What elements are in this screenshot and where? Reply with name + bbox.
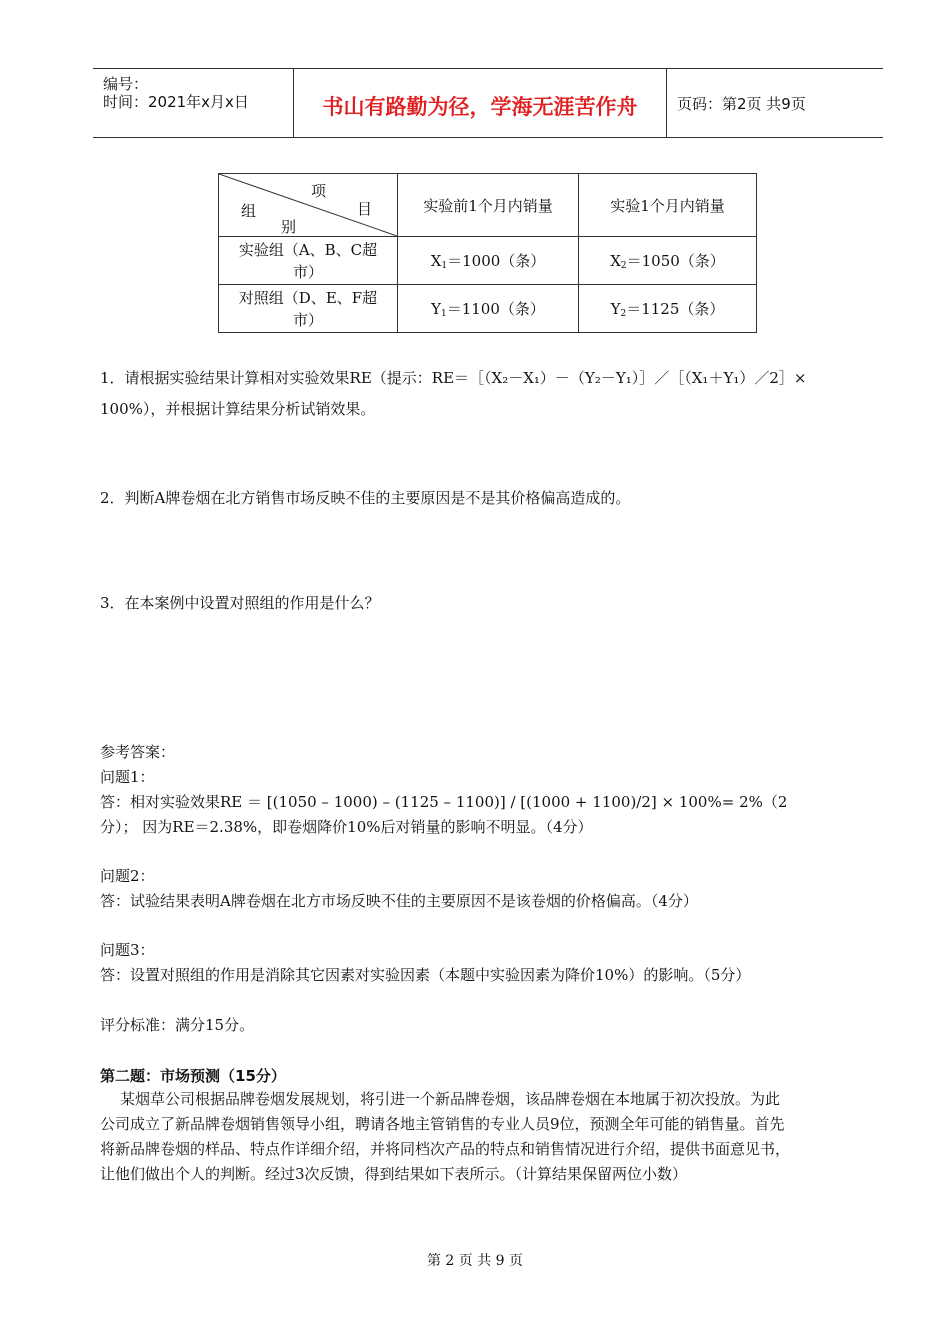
header-left-cell <box>93 69 294 137</box>
answer-1-line-1: 答：相对实验效果RE ＝ [(1050 – 1000) – (1125 – 1100)] / [(1000 + 1100)/2] × 100%= 2%（2 <box>100 793 788 811</box>
group-line-2: 市） <box>292 310 323 329</box>
column-header-2: 实验1个月内销量 <box>579 174 757 237</box>
corner-item-2: 目 <box>357 200 373 218</box>
var: X <box>610 252 621 270</box>
group-line-1: 实验组（A、B、C超 <box>238 240 378 259</box>
question-1-line-1: 1．请根据实验结果计算相对实验效果RE（提示：RE＝［（X₂－X₁）－（Y₂－Y₁）］／［（X₁＋Y₁）／2］× <box>100 369 807 387</box>
question-2: 2．判断A牌卷烟在北方销售市场反映不佳的主要原因是不是其价格偏高造成的。 <box>100 489 631 507</box>
header-right-cell <box>667 69 883 137</box>
header-middle-cell <box>294 69 667 137</box>
time-label: 时间：2021年x月x日 <box>103 93 249 111</box>
section-2-para-line-3: 将新品牌卷烟的样品、特点作详细介绍，并将同档次产品的特点和销售情况进行介绍，提供书面意见书， <box>100 1140 791 1158</box>
page-code: 页码：第2页 共9页 <box>677 95 806 113</box>
corner-cell <box>219 174 398 237</box>
table-header-row <box>219 174 757 237</box>
value: ＝1100（条） <box>446 300 545 318</box>
group-cell <box>219 237 398 285</box>
code-label: 编号： <box>103 75 149 93</box>
value-cell <box>398 285 579 333</box>
question-3: 3．在本案例中设置对照组的作用是什么？ <box>100 594 380 612</box>
column-header-1: 实验前1个月内销量 <box>398 174 579 237</box>
value-cell <box>398 237 579 285</box>
corner-group-2: 别 <box>281 218 297 236</box>
var: Y <box>610 300 621 318</box>
document-header <box>93 68 883 138</box>
answer-2-line-1: 答：试验结果表明A牌卷烟在北方市场反映不佳的主要原因不是该卷烟的价格偏高。（4分） <box>100 892 698 910</box>
value: ＝1050（条） <box>626 252 725 270</box>
answer-1-line-2: 分）； 因为RE＝2.38%，即卷烟降价10%后对销量的影响不明显。（4分） <box>100 818 593 836</box>
var: X <box>430 252 442 270</box>
question-1-line-2: 100%），并根据计算结果分析试销效果。 <box>100 400 376 418</box>
var: Y <box>431 300 441 318</box>
value: ＝1125（条） <box>626 300 725 318</box>
section-2-para-line-4: 让他们做出个人的判断。经过3次反馈，得到结果如下表所示。（计算结果保留两位小数） <box>100 1165 688 1183</box>
section-2-para-line-1: 某烟草公司根据品牌卷烟发展规划，将引进一个新品牌卷烟，该品牌卷烟在本地属于初次投放。为此 <box>120 1090 781 1108</box>
scoring-standard: 评分标准：满分15分。 <box>100 1016 255 1034</box>
value: ＝1000（条） <box>447 252 546 270</box>
corner-group-1: 组 <box>241 202 257 220</box>
value-cell <box>579 237 757 285</box>
value-cell <box>579 285 757 333</box>
table-row <box>219 237 757 285</box>
group-line-1: 对照组（D、E、F超 <box>238 288 378 307</box>
answer-2-title: 问题2： <box>100 867 155 885</box>
answer-3-title: 问题3： <box>100 941 155 959</box>
var-sub: 2 <box>620 309 627 319</box>
answer-1-title: 问题1： <box>100 768 155 786</box>
var-sub: 2 <box>620 261 627 271</box>
section-2-para-line-2: 公司成立了新品牌卷烟销售领导小组，聘请各地主管销售的专业人员9位，预测全年可能的销售量。首先 <box>100 1115 785 1133</box>
var-sub: 1 <box>441 261 448 271</box>
answer-3-line-1: 答：设置对照组的作用是消除其它因素对实验因素（本题中实验因素为降价10%）的影响。（5分） <box>100 966 751 984</box>
table-row <box>219 285 757 333</box>
group-cell <box>219 285 398 333</box>
var-sub: 1 <box>440 309 447 319</box>
answers-title: 参考答案： <box>100 743 176 761</box>
motto: 书山有路勤为径，学海无涯苦作舟 <box>322 95 638 119</box>
page-footer: 第 2 页 共 9 页 <box>426 1253 524 1269</box>
experiment-table <box>218 173 757 333</box>
section-2-title: 第二题：市场预测（15分） <box>100 1067 286 1085</box>
corner-item-1: 项 <box>311 182 327 200</box>
group-line-2: 市） <box>292 262 323 281</box>
